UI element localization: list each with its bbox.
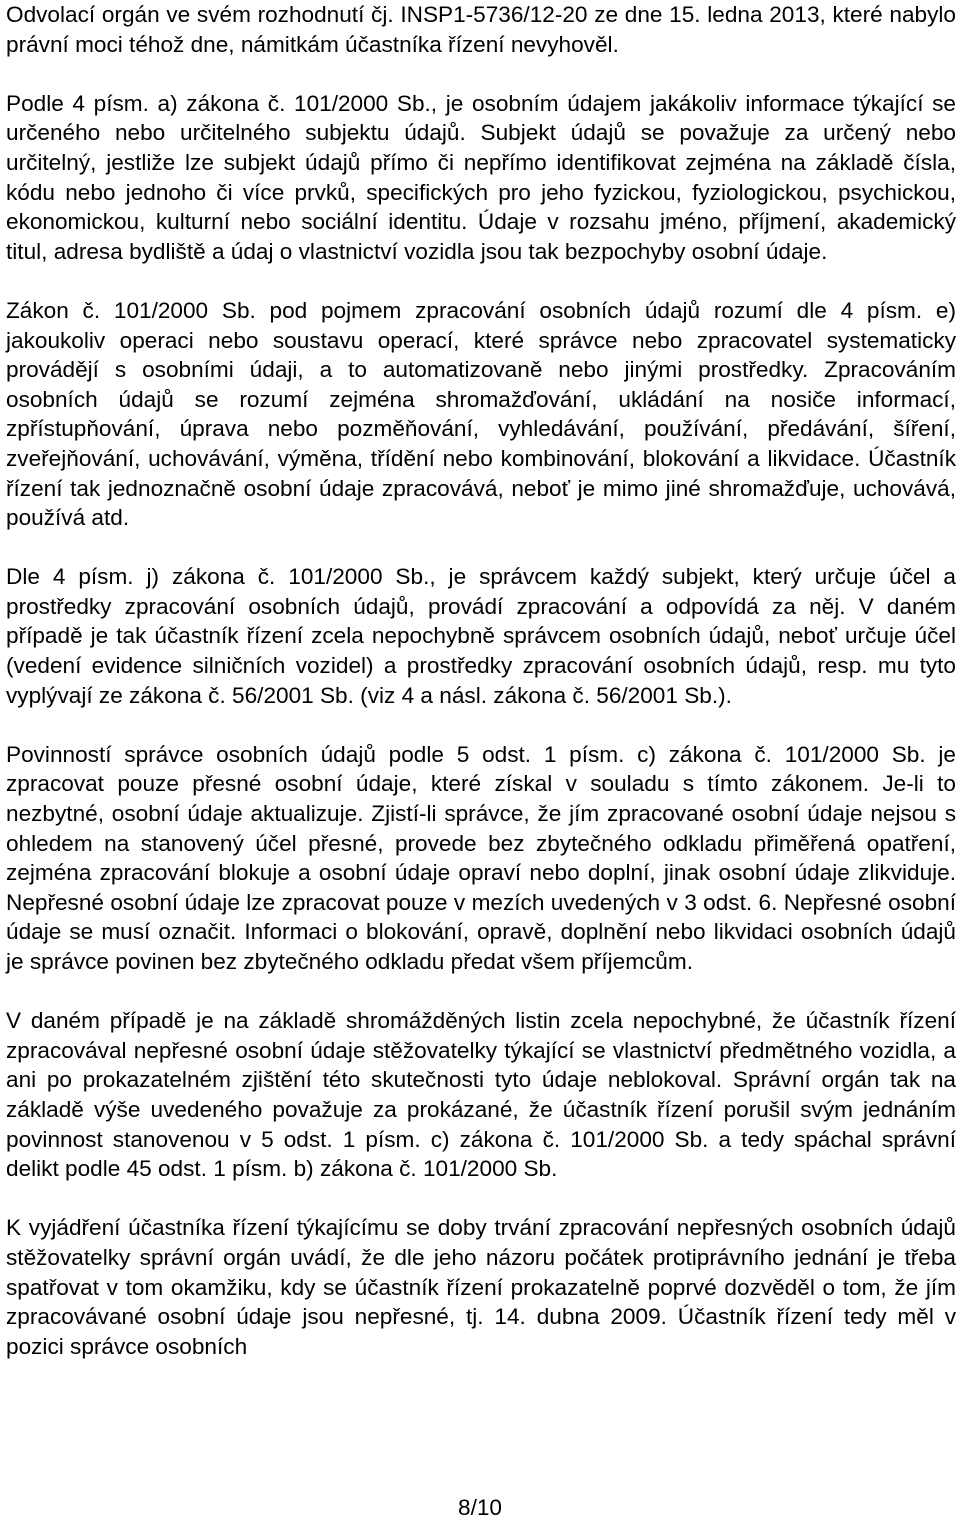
paragraph-6: V daném případě je na základě shromážděných listin zcela nepochybné, že účastník řízení zpracovával nepřesné osobní údaje stěžovatelky týkající se vlastnictví předmětného vozidla, a ani po prokazatelném zjištění této skutečnosti tyto údaje neblokoval. Správní orgán tak na základě výše uvedeného považuje za prokázané, že účastník řízení porušil svým jednáním povinnost stanovenou v 5 odst. 1 písm. c) zákona č. 101/2000 Sb. a tedy spáchal správní delikt podle 45 odst. 1 písm. b) zákona č. 101/2000 Sb. [6, 1008, 956, 1182]
paragraph-5: Povinností správce osobních údajů podle 5 odst. 1 písm. c) zákona č. 101/2000 Sb. je zpracovat pouze přesné osobní údaje, které získal v souladu s tímto zákonem. Je-li to nezbytné, osobní údaje aktualizuje. Zjistí-li správce, že jím zpracované osobní údaje nejsou s ohledem na stanovený účel přesné, provede bez zbytečného odkladu přiměřená opatření, zejména zpracování blokuje a osobní údaje opraví nebo doplní, jinak osobní údaje zlikviduje. Nepřesné osobní údaje lze zpracovat pouze v mezích uvedených v 3 odst. 6. Nepřesné osobní údaje se musí označit. Informaci o blokování, opravě, doplnění nebo likvidaci osobních údajů je správce povinen bez zbytečného odkladu předat všem příjemcům. [6, 741, 956, 974]
paragraph-2: Podle 4 písm. a) zákona č. 101/2000 Sb., je osobním údajem jakákoliv informace týkající se určeného nebo určitelného subjektu údajů. Subjekt údajů se považuje za určený nebo určitelný, jestliže lze subjekt údajů přímo či nepřímo identifikovat zejména na základě čísla, kódu nebo jednoho či více prvků, specifických pro jeho fyzickou, fyziologickou, psychickou, ekonomickou, kulturní nebo sociální identitu. Údaje v rozsahu jméno, příjmení, akademický titul, adresa bydliště a údaj o vlastnictví vozidla jsou tak bezpochyby osobní údaje. [6, 90, 956, 264]
paragraph-7: K vyjádření účastníka řízení týkajícímu se doby trvání zpracování nepřesných osobních údajů stěžovatelky správní orgán uvádí, že dle jeho názoru počátek protiprávního jednání je třeba spatřovat v tom okamžiku, kdy se účastník řízení prokazatelně poprvé dozvěděl o tom, že jím zpracovávané osobní údaje jsou nepřesné, tj. 14. dubna 2009. Účastník řízení tedy měl v pozici správce osobních [6, 1215, 956, 1359]
paragraph-3: Zákon č. 101/2000 Sb. pod pojmem zpracování osobních údajů rozumí dle 4 písm. e) jakoukoliv operaci nebo soustavu operací, které správce nebo zpracovatel systematicky provádějí s osobními údaji, a to automatizovaně nebo jinými prostředky. Zpracováním osobních údajů se rozumí zejména shromažďování, ukládání na nosiče informací, zpřístupňování, úprava nebo pozměňování, vyhledávání, používání, předávání, šíření, zveřejňování, uchovávání, výměna, třídění nebo kombinování, blokování a likvidace. Účastník řízení tak jednoznačně osobní údaje zpracovává, neboť je mimo jiné shromažďuje, uchovává, používá atd. [6, 297, 956, 531]
paragraph-4: Dle 4 písm. j) zákona č. 101/2000 Sb., je správcem každý subjekt, který určuje účel a prostředky zpracování osobních údajů, provádí zpracování a odpovídá za něj. V daném případě je tak účastník řízení zcela nepochybně správcem osobních údajů, neboť určuje účel (vedení evidence silničních vozidel) a prostředky zpracování osobních údajů, resp. mu tyto vyplývají ze zákona č. 56/2001 Sb. (viz 4 a násl. zákona č. 56/2001 Sb.). [6, 564, 956, 708]
document-body [6, 0, 956, 1361]
paragraph-1: Odvolací orgán ve svém rozhodnutí čj. INSP1-5736/12-20 ze dne 15. ledna 2013, které nabylo právní moci téhož dne, námitkám účastníka řízení nevyhověl. [6, 2, 956, 57]
page-number: 8/10 [458, 1495, 502, 1520]
